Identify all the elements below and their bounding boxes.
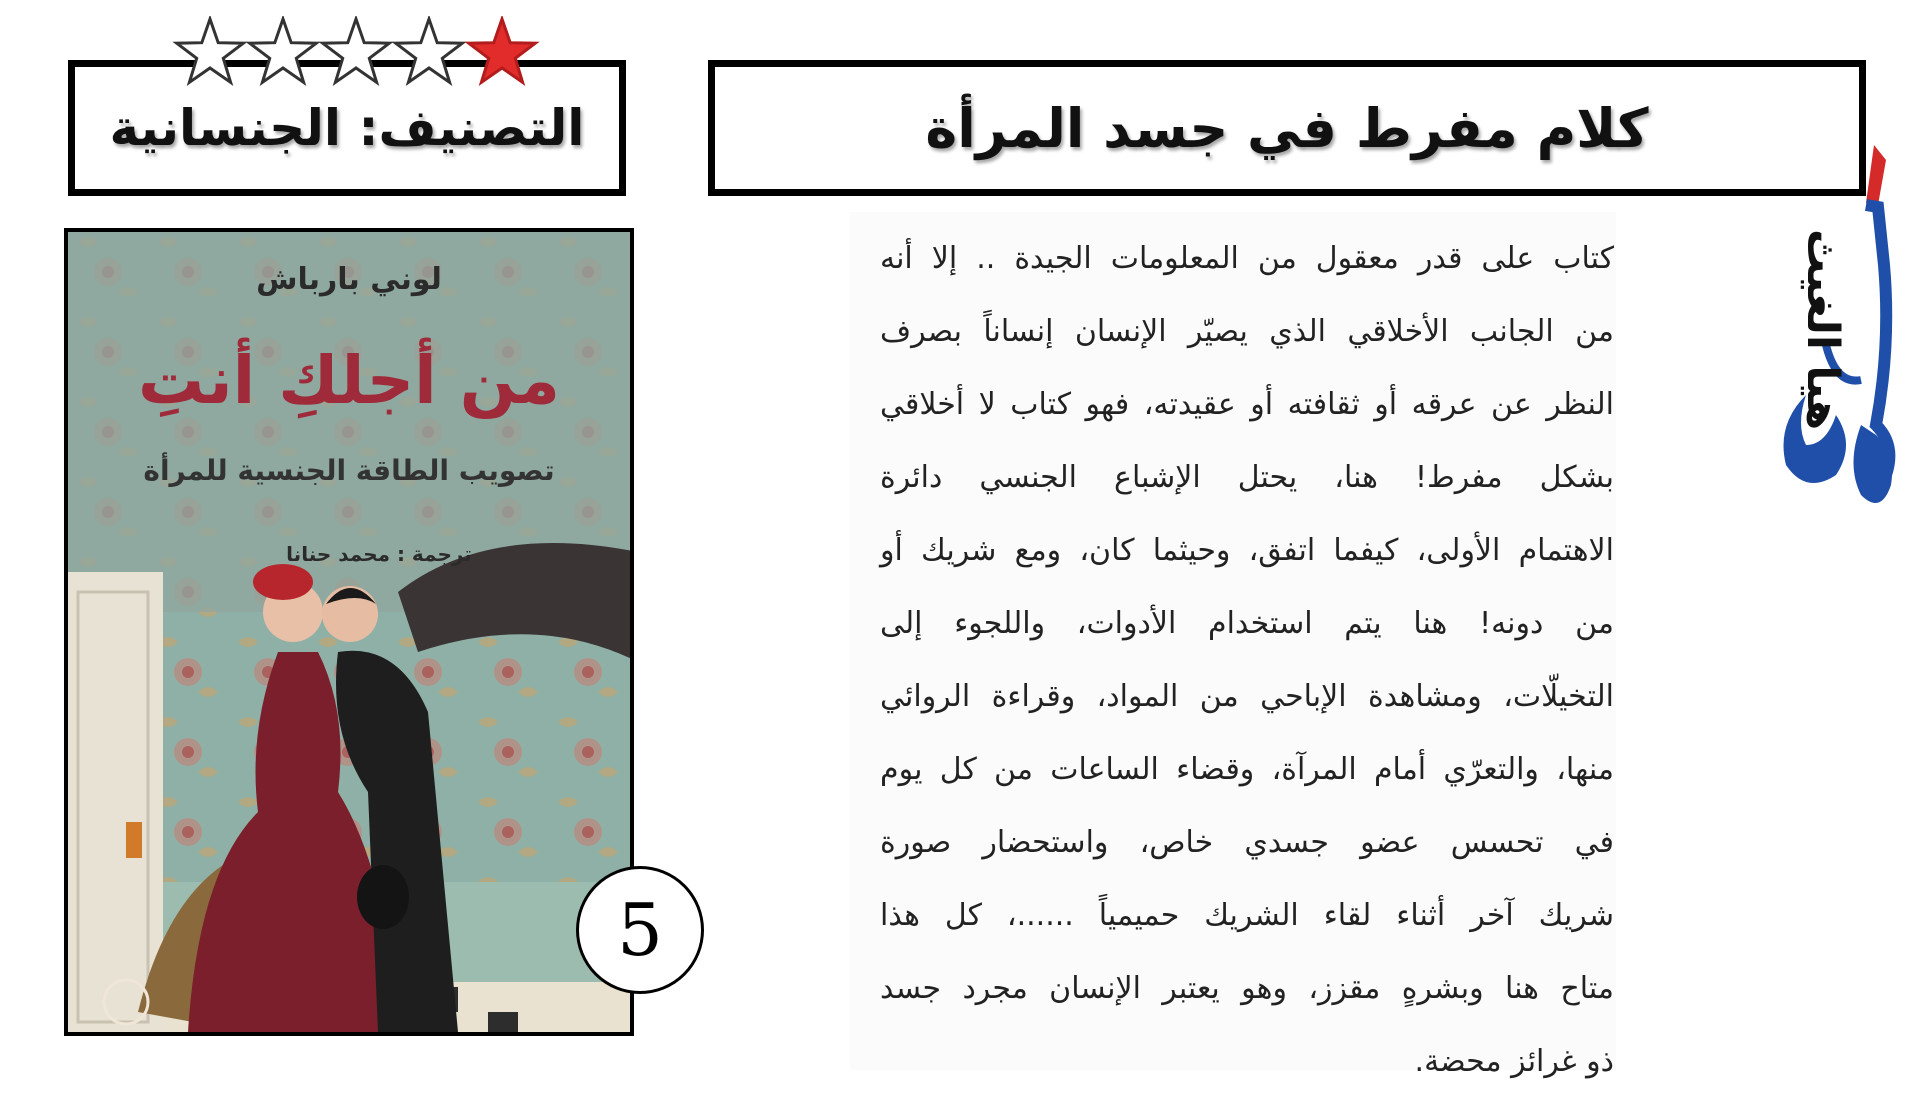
- category-label: التصنيف: الجنسانية: [109, 99, 585, 157]
- number-badge-value: 5: [617, 888, 663, 972]
- article-line: من دونه! هنا يتم استخدام الأدوات، واللجوء إلى: [880, 606, 1614, 641]
- brand-logo-text: هيا الغيث: [1797, 228, 1848, 430]
- star-empty-icon: [177, 19, 244, 82]
- article-line: ذو غرائز محضة.: [1414, 1044, 1614, 1079]
- article-line: بشكل مفرط! هنا، يحتل الإشباع الجنسي دائرة: [880, 460, 1614, 495]
- star-filled-icon: [469, 19, 536, 82]
- star-rating: [172, 16, 542, 92]
- cover-author: لوني بارباش: [256, 262, 442, 297]
- article-line: النظر عن عرقه أو ثقافته أو عقيدته، فهو كتاب لا أخلاقي: [880, 387, 1614, 422]
- article-line: التخيلّات، ومشاهدة الإباحي من المواد، وقراءة الروائي: [880, 679, 1614, 714]
- book-cover: [64, 228, 634, 1036]
- number-badge: [576, 866, 704, 994]
- article-line: كتاب على قدر معقول من المعلومات الجيدة .. إلا أنه: [880, 241, 1614, 276]
- cover-translator: ترجمة : محمد حنانا: [286, 542, 472, 566]
- article-body: [850, 212, 1616, 1079]
- star-empty-icon: [323, 19, 390, 82]
- page-title: كلام مفرط في جسد المرأة: [925, 96, 1649, 160]
- star-empty-icon: [396, 19, 463, 82]
- article-line: الاهتمام الأولى، كيفما اتفق، وحيثما كان، ومع شريك أو: [880, 533, 1614, 568]
- article-line: منها، والتعرّي أمام المرآة، وقضاء الساعات من كل يوم: [880, 752, 1614, 787]
- title-box: [708, 60, 1866, 196]
- cover-subtitle: تصويب الطاقة الجنسية للمرأة: [143, 454, 555, 487]
- star-empty-icon: [250, 19, 317, 82]
- cover-title: من أجلكِ أنتِ: [137, 342, 561, 419]
- article-line: من الجانب الأخلاقي الذي يصيّر الإنسان إنساناً بصرف: [880, 314, 1614, 349]
- article-line: شريك آخر أثناء لقاء الشريك حميمياً ......، كل هذا: [880, 898, 1614, 933]
- article-line: في تحسس عضو جسدي خاص، واستحضار صورة: [880, 825, 1614, 860]
- article-line: متاح هنا وبشرهٍ مقزز، وهو يعتبر الإنسان مجرد جسد: [880, 971, 1614, 1006]
